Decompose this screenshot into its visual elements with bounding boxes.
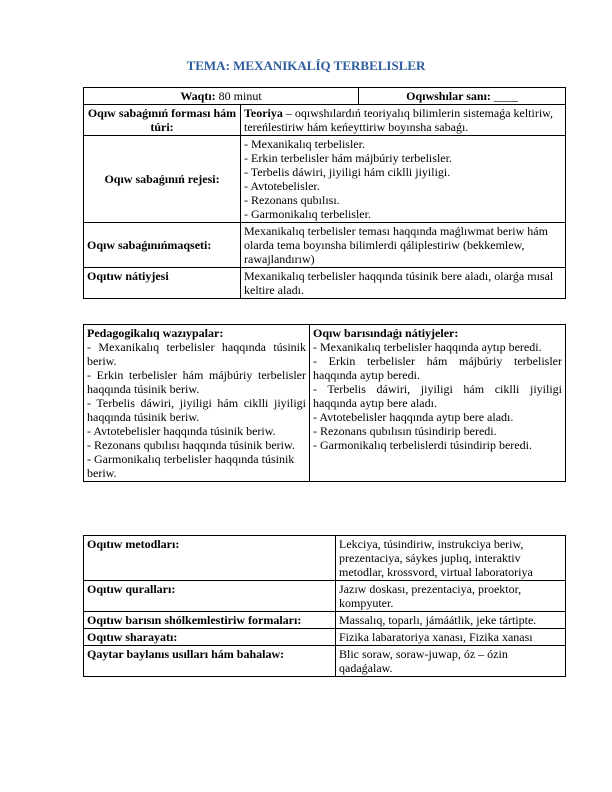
feedback-label: Qaytar baylanıs usılları hám bahalaw: <box>84 646 336 677</box>
task-item: - Erkin terbelisler hám májbúriy terbelisler haqqında túsinik beriw. <box>87 368 306 396</box>
result-item: - Mexanikalıq terbelisler haqqında aytıp beredi. <box>313 340 542 354</box>
time-cell <box>84 88 359 105</box>
plan-label: Oqıw sabaǵınıń rejesi: <box>84 136 241 223</box>
task-item: - Mexanikalıq terbelisler haqqında túsinik beriw. <box>87 340 306 368</box>
feedback-value: Blic soraw, soraw-juwap, óz – ózin qadaǵalaw. <box>336 646 566 677</box>
pedagogical-tasks <box>84 325 310 482</box>
plan-item: - Erkin terbelisler hám májbúriy terbelisler. <box>244 151 452 165</box>
task-item: - Garmonikalıq terbelisler haqqında túsinik beriw. <box>87 452 295 480</box>
form-value <box>241 105 566 136</box>
form-bold: Teoriya <box>244 106 283 120</box>
result-label: Oqıtıw nátiyjesi <box>84 268 241 299</box>
methods-table <box>83 535 566 677</box>
lesson-info-table <box>83 87 566 299</box>
header-row <box>84 88 566 105</box>
conditions-row <box>84 629 566 646</box>
time-value: 80 minut <box>215 89 262 103</box>
goal-row <box>84 223 566 268</box>
result-row <box>84 268 566 299</box>
learning-results <box>310 325 566 482</box>
result-text: Mexanikalıq terbelisler haqqında túsinik bere aladı, olarǵa mısal keltire aladı. <box>241 268 566 299</box>
result-item: - Garmonikalıq terbelislerdi túsindirip beredi. <box>313 438 532 452</box>
result-item: - Erkin terbelisler hám májbúriy terbelisler haqqında aytıp beredi. <box>313 354 562 382</box>
tools-value: Jazıw doskası, prezentaciya, proektor, kompyuter. <box>336 581 566 612</box>
tools-label: Oqıtıw quralları: <box>84 581 336 612</box>
result-item: - Rezonans qubılısın túsindirip beredi. <box>313 424 497 438</box>
students-label: Oqıwshılar sanı: <box>406 89 491 103</box>
methods-label: Oqıtıw metodları: <box>84 536 336 581</box>
task-item: - Terbelis dáwiri, jiyiligi hám ciklli jiyiligi haqqında túsinik beriw. <box>87 396 306 424</box>
plan-item: - Avtotebelisler. <box>244 179 320 193</box>
goal-text: Mexanikalıq terbelisler teması haqqında maǵlıwmat beriw hám olarda tema boyınsha bilimlerdi qáliplestiriw (bekkemlew, rawajlandırıw) <box>241 223 566 268</box>
form-row <box>84 105 566 136</box>
time-label: Waqtı: <box>180 89 216 103</box>
result-item: - Avtotebelisler haqqında aytıp bere aladı. <box>313 410 514 424</box>
conditions-value: Fizika labaratoriya xanası, Fizika xanası <box>336 629 566 646</box>
pedagogical-tasks-title: Pedagogikalıq wazıypalar: <box>87 326 224 340</box>
tasks-table <box>83 324 566 482</box>
task-item: - Avtotebelisler haqqında túsinik beriw. <box>87 424 276 438</box>
feedback-row <box>84 646 566 677</box>
plan-item: - Garmonikalıq terbelisler. <box>244 207 371 221</box>
forms-row <box>84 612 566 629</box>
forms-value: Massalıq, toparlı, jámáátlik, jeke tártipte. <box>336 612 566 629</box>
form-text: – oqıwshılardıń teoriyalıq bilimlerin sistemaǵa keltiriw, tereńlestiriw hám keńeyttiriw boyınsha sabaǵı. <box>244 106 554 134</box>
tasks-row <box>84 325 566 482</box>
goal-label: Oqıw sabaǵınıńmaqseti: <box>84 223 241 268</box>
conditions-label: Oqıtıw sharayatı: <box>84 629 336 646</box>
forms-label: Oqıtıw barısın shólkemlestiriw formaları: <box>84 612 336 629</box>
students-cell <box>359 88 566 105</box>
plan-item: - Mexanikalıq terbelisler. <box>244 137 365 151</box>
methods-value: Lekciya, túsindiriw, instrukciya beriw, prezentaciya, sáykes juplıq, interaktiv metodlar, krossvord, virtual laboratoriya <box>336 536 566 581</box>
plan-item: - Rezonans qubılısı. <box>244 193 340 207</box>
plan-item: - Terbelis dáwiri, jiyiligi hám ciklli jiyiligi. <box>244 165 451 179</box>
result-item: - Terbelis dáwiri, jiyiligi hám ciklli jiyiligi haqqında aytıp bere aladı. <box>313 382 562 410</box>
tools-row <box>84 581 566 612</box>
learning-results-title: Oqıw barısındaǵı nátiyjeler: <box>313 326 459 340</box>
page-title: TEMA: MEXANIKALÍQ TERBELISLER <box>186 58 426 73</box>
plan-row <box>84 136 566 223</box>
methods-row <box>84 536 566 581</box>
plan-list <box>241 136 566 223</box>
form-label: Oqıw sabaǵınıń forması hám túri: <box>84 105 241 136</box>
students-value: ____ <box>490 89 518 103</box>
task-item: - Rezonans qubılısı haqqında túsinik beriw. <box>87 438 295 452</box>
